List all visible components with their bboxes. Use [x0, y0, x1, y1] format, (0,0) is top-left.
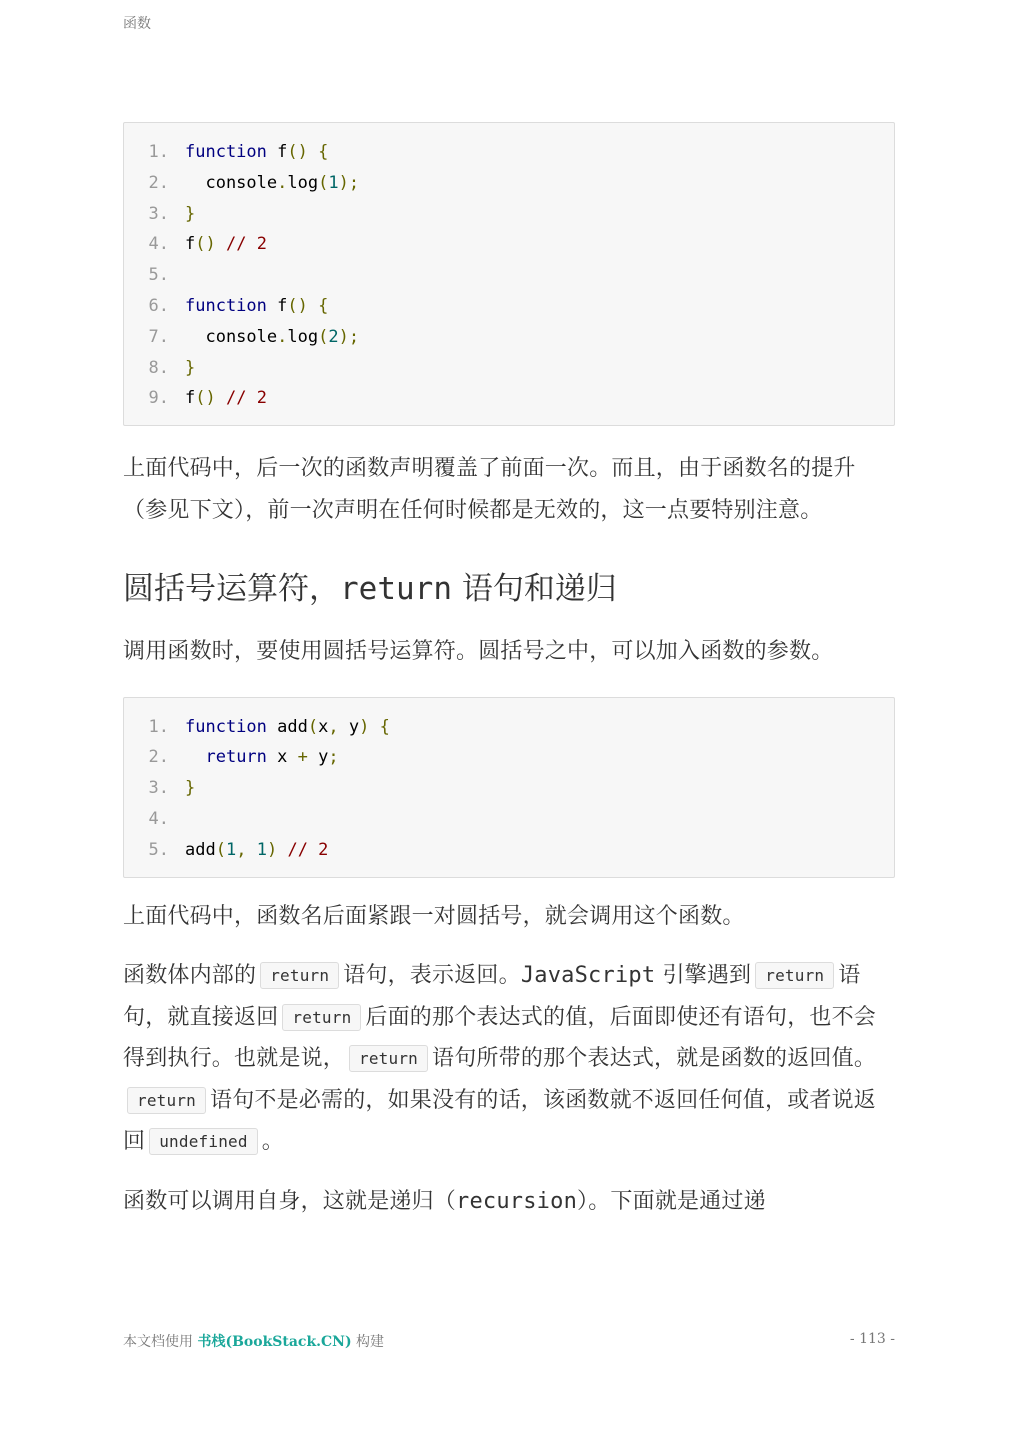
code-line: 2. console.log(1); [124, 168, 894, 199]
text: 函数可以调用自身，这就是递归（ [123, 1188, 457, 1214]
inline-code-return: return [282, 1004, 361, 1031]
line-number: 4. [148, 234, 169, 255]
page-content [123, 122, 895, 1222]
inline-code-return: return [349, 1045, 428, 1072]
code-line [124, 804, 894, 835]
line-number: 3. [148, 778, 169, 799]
line-number: 2. [148, 747, 169, 768]
paragraph-call-operator: 调用函数时，要使用圆括号运算符。圆括号之中，可以加入函数的参数。 [123, 639, 834, 664]
section-heading [123, 567, 895, 611]
code-line: 5. add(1, 1) // 2 [124, 835, 894, 866]
text: 后面的那个表达式的值，后面即使还有语句，也不会得到执行。也就是说， [123, 1004, 877, 1071]
line-number: 7. [148, 326, 169, 347]
heading-code: return [340, 571, 452, 607]
code-line [124, 260, 894, 291]
heading-text-1: 圆括号运算符， [123, 571, 340, 607]
line-number: 2. [148, 172, 169, 193]
page-number: - 113 - [849, 1331, 895, 1347]
footer-prefix: 本文档使用 [123, 1334, 198, 1350]
line-number: 5. [148, 839, 169, 860]
line-number: 1. [148, 716, 169, 737]
line-number: 9. [148, 388, 169, 409]
text: 语句，表示返回。 [343, 963, 521, 988]
text: 语句不是必需的，如果没有的话，该函数就不返回任何值，或者说返回 [123, 1087, 877, 1154]
code-line: 8. } [124, 353, 894, 384]
code-line: 6. function f() { [124, 291, 894, 322]
running-header: 函数 [123, 16, 151, 32]
line-number: 8. [148, 357, 169, 378]
paragraph-recursion [123, 1181, 895, 1223]
code-line: 1. function f() { [124, 137, 894, 168]
code-line: 9. f() // 2 [124, 383, 894, 414]
text: 引擎遇到 [655, 963, 752, 988]
code-line: 3. } [124, 199, 894, 230]
line-number: 1. [148, 142, 169, 162]
footer-brand-link[interactable]: 书栈(BookStack.CN) [197, 1334, 352, 1350]
code-line: 1. function add(x, y) { [124, 712, 894, 743]
line-number: 5. [148, 265, 169, 286]
heading-text-2: 语句和递归 [451, 571, 617, 607]
inline-code-return: return [755, 962, 834, 989]
text: 语句所带的那个表达式，就是函数的返回值。 [432, 1046, 877, 1071]
text: 函数体内部的 [123, 963, 257, 988]
footer-credit [123, 1331, 384, 1351]
text: ）。下面就是通过递 [577, 1188, 766, 1214]
paragraph-call-note: 上面代码中，函数名后面紧跟一对圆括号，就会调用这个函数。 [123, 903, 745, 929]
code-line: 7. console.log(2); [124, 322, 894, 353]
code-line: 3. } [124, 773, 894, 804]
paragraph-return [123, 955, 895, 1163]
text-mono: recursion [456, 1188, 578, 1214]
code-block-add [123, 697, 895, 878]
line-number: 3. [148, 203, 169, 224]
text: 。 [261, 1129, 284, 1154]
line-number: 6. [148, 295, 169, 316]
text-mono: JavaScript [520, 963, 656, 988]
inline-code-undefined: undefined [149, 1128, 258, 1155]
text: 语句，就直接返回 [123, 963, 861, 1030]
paragraph-redeclare-note: 上面代码中，后一次的函数声明覆盖了前面一次。而且，由于函数名的提升（参见下文），前一次声明在任何时候都是无效的，这一点要特别注意。 [123, 456, 856, 523]
inline-code-return: return [260, 962, 339, 989]
inline-code-return: return [127, 1087, 206, 1114]
footer-suffix: 构建 [351, 1334, 385, 1350]
code-line: 4. f() // 2 [124, 229, 894, 260]
line-number: 4. [148, 808, 169, 829]
code-line: 2. return x + y; [124, 742, 894, 773]
code-block-redeclare [123, 122, 895, 426]
